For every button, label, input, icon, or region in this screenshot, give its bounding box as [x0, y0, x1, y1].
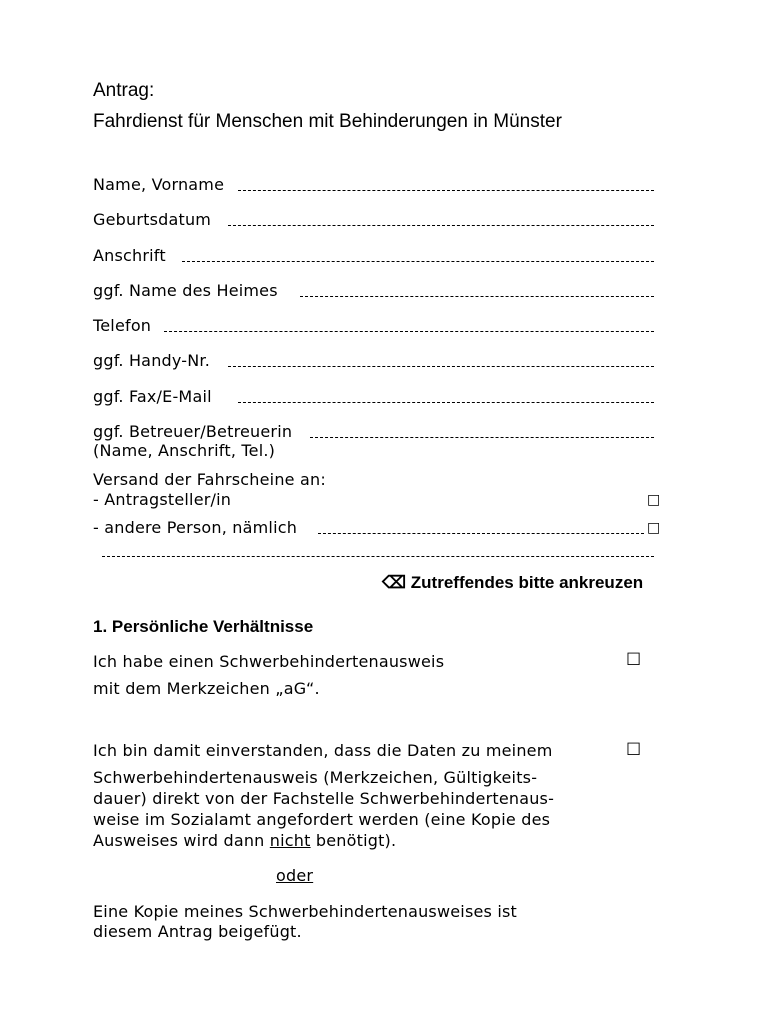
consent-line5-pre: Ausweises wird dann	[93, 831, 270, 850]
home-label: ggf. Name des Heimes	[93, 281, 278, 300]
copy-attached-line2: diesem Antrag beigefügt.	[93, 922, 302, 941]
fax-line[interactable]	[238, 389, 654, 403]
other-person-line[interactable]	[318, 520, 644, 534]
consent-line4: weise im Sozialamt angefordert werden (eine Kopie des	[93, 810, 551, 829]
disability-id-checkbox-icon[interactable]: ☐	[626, 650, 642, 670]
mobile-label: ggf. Handy-Nr.	[93, 351, 211, 370]
copy-attached-line1: Eine Kopie meines Schwerbehindertenausweises ist	[93, 902, 517, 921]
mobile-line[interactable]	[228, 353, 654, 367]
name-line[interactable]	[238, 177, 654, 191]
phone-label: Telefon	[93, 316, 152, 335]
carer-label: ggf. Betreuer/Betreuerin	[93, 422, 293, 441]
consent-checkbox-icon[interactable]: ☐	[626, 740, 642, 760]
disability-id-line2: mit dem Merkzeichen „aG“.	[93, 679, 320, 698]
form-title-line1: Antrag:	[93, 80, 155, 101]
phone-line[interactable]	[164, 318, 654, 332]
form-title-line2: Fahrdienst für Menschen mit Behinderungen in Münster	[93, 111, 562, 132]
birthdate-line[interactable]	[228, 212, 654, 226]
applicant-checkbox-icon[interactable]: □	[647, 492, 661, 508]
consent-line3: dauer) direkt von der Fachstelle Schwerbehindertenaus-	[93, 789, 555, 808]
other-person-checkbox-icon[interactable]: □	[647, 520, 661, 536]
consent-line2: Schwerbehindertenausweis (Merkzeichen, Gültigkeits-	[93, 768, 538, 787]
carer-line[interactable]	[310, 424, 654, 438]
tick-instruction-text: Zutreffendes bitte ankreuzen	[410, 573, 644, 592]
erase-icon: ⌫	[382, 573, 407, 592]
shipping-option-applicant: - Antragsteller/in	[93, 490, 232, 509]
birthdate-label: Geburtsdatum	[93, 210, 212, 229]
consent-line5-underlined: nicht	[269, 831, 311, 850]
consent-line1: Ich bin damit einverstanden, dass die Daten zu meinem	[93, 741, 553, 760]
consent-line5-post: benötigt).	[310, 831, 397, 850]
or-separator	[276, 865, 313, 886]
or-text: oder	[276, 866, 314, 885]
address-label: Anschrift	[93, 246, 166, 265]
address-line[interactable]	[182, 248, 654, 262]
shipping-option-other: - andere Person, nämlich	[93, 518, 298, 537]
consent-line5	[93, 830, 396, 851]
shipping-label: Versand der Fahrscheine an:	[93, 470, 326, 489]
other-person-line-2[interactable]	[102, 543, 654, 557]
name-label: Name, Vorname	[93, 175, 225, 194]
home-line[interactable]	[300, 283, 654, 297]
disability-id-line1: Ich habe einen Schwerbehindertenausweis	[93, 652, 445, 671]
tick-instruction	[382, 573, 643, 593]
section-heading: 1. Persönliche Verhältnisse	[93, 617, 314, 636]
carer-sublabel: (Name, Anschrift, Tel.)	[93, 441, 276, 460]
fax-label: ggf. Fax/E-Mail	[93, 387, 212, 406]
